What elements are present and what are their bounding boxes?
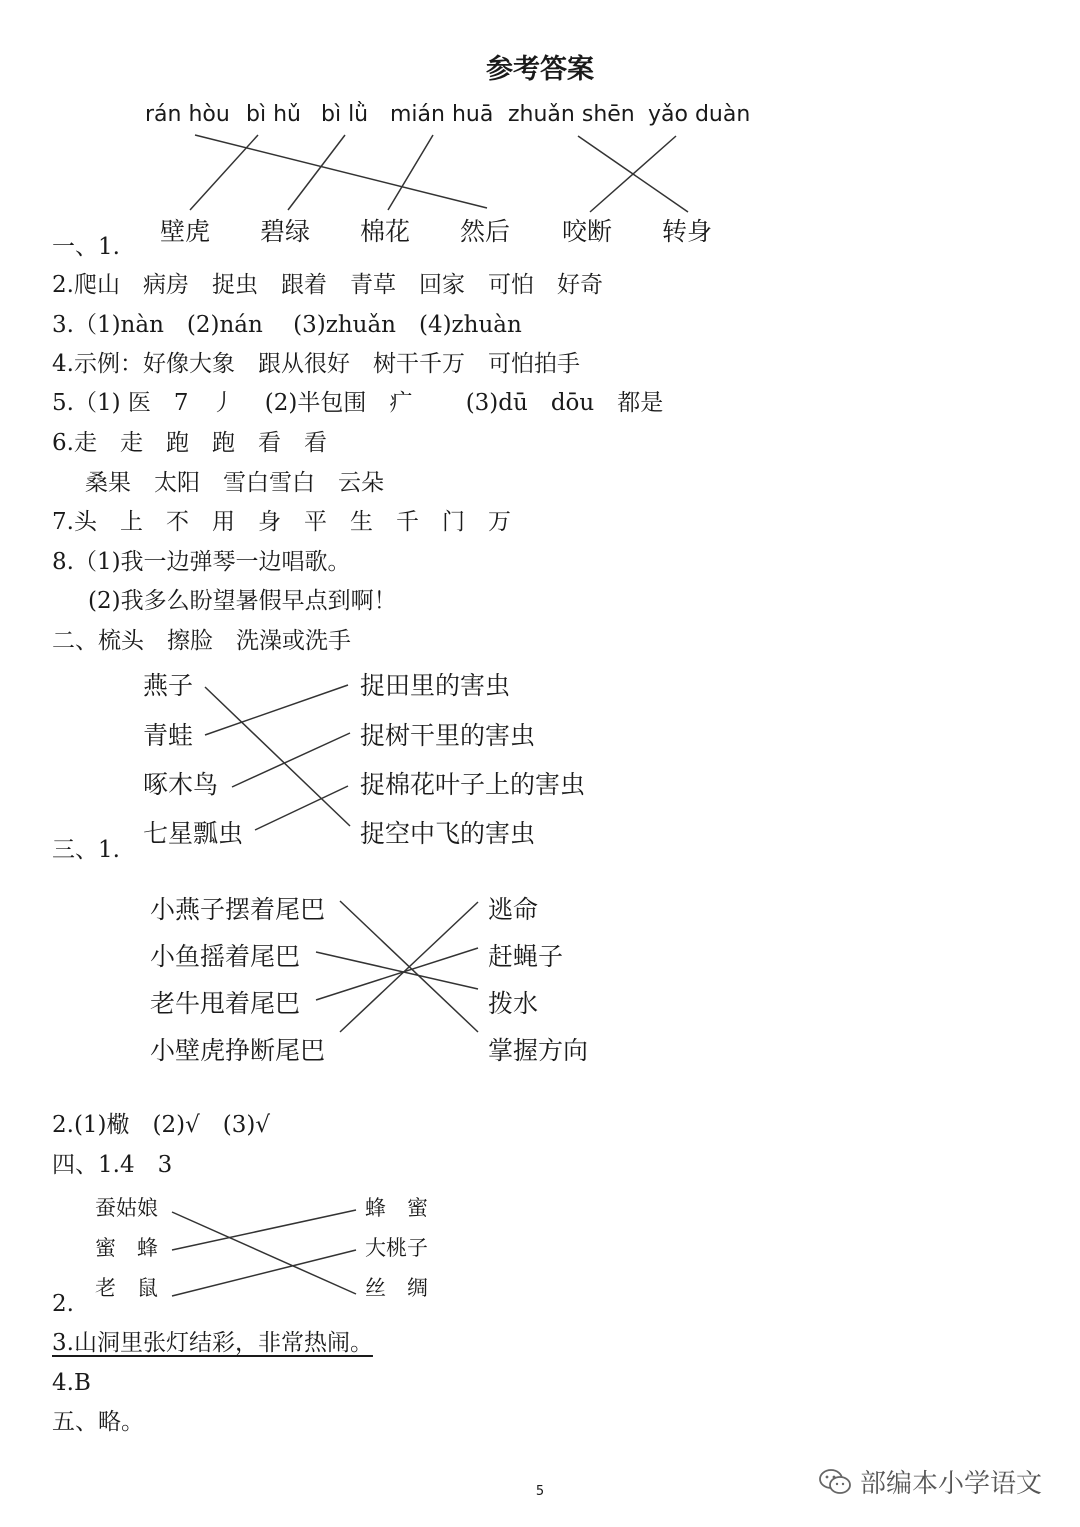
match-line bbox=[288, 135, 345, 210]
part3-q1-label: 三、1. bbox=[52, 837, 120, 863]
match-line bbox=[172, 1250, 356, 1296]
word-5: 咬断 bbox=[562, 217, 613, 246]
pinyin-1: rán hòu bbox=[145, 102, 230, 127]
match-line bbox=[195, 135, 487, 208]
q2-answer: 2.爬山 病房 捉虫 跟着 青草 回家 可怕 好奇 bbox=[52, 272, 603, 298]
match-line bbox=[388, 135, 433, 210]
word-3: 棉花 bbox=[360, 217, 411, 246]
animal-3: 啄木鸟 bbox=[143, 770, 219, 799]
item-3: 老 鼠 bbox=[95, 1276, 158, 1300]
pest-2: 捉树干里的害虫 bbox=[360, 721, 536, 750]
word-4: 然后 bbox=[460, 217, 511, 246]
q6-answer-line1: 6.走 走 跑 跑 看 看 bbox=[52, 430, 327, 456]
q3-answer: 3.（1)nàn (2)nán (3)zhuǎn (4)zhuàn bbox=[52, 312, 522, 338]
q8-answer-line1: 8.（1)我一边弹琴一边唱歌。 bbox=[52, 549, 351, 575]
word-6: 转身 bbox=[662, 217, 713, 246]
pinyin-3: bì lǜ bbox=[321, 102, 369, 127]
match-line bbox=[205, 687, 350, 826]
q4-answer: 4.示例：好像大象 跟从很好 树干千万 可怕拍手 bbox=[52, 351, 580, 377]
tail-1: 小燕子摆着尾巴 bbox=[150, 895, 326, 924]
match-line bbox=[255, 786, 348, 830]
page-number: 5 bbox=[535, 1484, 545, 1499]
q8-answer-line2: (2)我多么盼望暑假早点到啊！ bbox=[88, 588, 397, 614]
wechat-icon bbox=[818, 1467, 852, 1497]
tail-2: 小鱼摇着尾巴 bbox=[150, 942, 301, 971]
match-line bbox=[190, 135, 258, 210]
q5-answer: 5.（1) 医 7 丿 (2)半包围 疒 (3)dū dōu 都是 bbox=[52, 390, 664, 416]
match-line bbox=[232, 733, 350, 787]
match-line bbox=[590, 136, 676, 212]
match-line bbox=[205, 685, 348, 735]
part5-label: 五、略。 bbox=[52, 1409, 144, 1435]
pinyin-6: yǎo duàn bbox=[648, 102, 751, 127]
tail-4: 小壁虎挣断尾巴 bbox=[150, 1036, 326, 1065]
pinyin-5: zhuǎn shēn bbox=[508, 102, 635, 127]
use-4: 掌握方向 bbox=[488, 1036, 589, 1065]
animal-2: 青蛙 bbox=[143, 721, 194, 750]
item-2: 蜜 蜂 bbox=[95, 1236, 158, 1260]
match-line bbox=[172, 1210, 356, 1250]
watermark bbox=[818, 1463, 1042, 1500]
use-1: 逃命 bbox=[488, 895, 539, 924]
part2-label: 二、梳头 擦脸 洗澡或洗手 bbox=[52, 628, 351, 654]
animal-1: 燕子 bbox=[143, 671, 194, 700]
page-title: 参考答案 bbox=[486, 54, 594, 85]
q1-label: 一、1. bbox=[52, 234, 120, 260]
pinyin-2: bì hǔ bbox=[246, 102, 301, 127]
product-3: 丝 绸 bbox=[365, 1276, 428, 1300]
match-line bbox=[172, 1212, 356, 1294]
part4-q3-answer: 3.山洞里张灯结彩，非常热闹。 bbox=[52, 1330, 373, 1356]
use-2: 赶蝇子 bbox=[488, 942, 564, 971]
product-2: 大桃子 bbox=[365, 1236, 428, 1260]
pest-1: 捉田里的害虫 bbox=[360, 671, 511, 700]
product-1: 蜂 蜜 bbox=[365, 1196, 428, 1220]
part4-q4-answer: 4.B bbox=[52, 1370, 91, 1396]
pest-3: 捉棉花叶子上的害虫 bbox=[360, 770, 586, 799]
part4-q1-answer: 四、1.4 3 bbox=[52, 1152, 173, 1178]
word-1: 壁虎 bbox=[160, 217, 211, 246]
word-2: 碧绿 bbox=[260, 217, 311, 246]
q7-answer: 7.头 上 不 用 身 平 生 千 门 万 bbox=[52, 509, 511, 535]
part4-q2-label: 2. bbox=[52, 1291, 74, 1317]
watermark-text: 部编本小学语文 bbox=[860, 1469, 1043, 1499]
pest-4: 捉空中飞的害虫 bbox=[360, 819, 536, 848]
match-line bbox=[316, 952, 478, 989]
q6-answer-line2: 桑果 太阳 雪白雪白 云朵 bbox=[85, 470, 384, 496]
part3-q2-answer: 2.(1)㯳 (2)√ (3)√ bbox=[52, 1112, 270, 1138]
animal-4: 七星瓢虫 bbox=[143, 819, 244, 848]
item-1: 蚕姑娘 bbox=[95, 1196, 158, 1220]
tail-3: 老牛甩着尾巴 bbox=[150, 989, 301, 1018]
use-3: 拨水 bbox=[488, 989, 539, 1018]
pinyin-4: mián huā bbox=[390, 102, 494, 127]
